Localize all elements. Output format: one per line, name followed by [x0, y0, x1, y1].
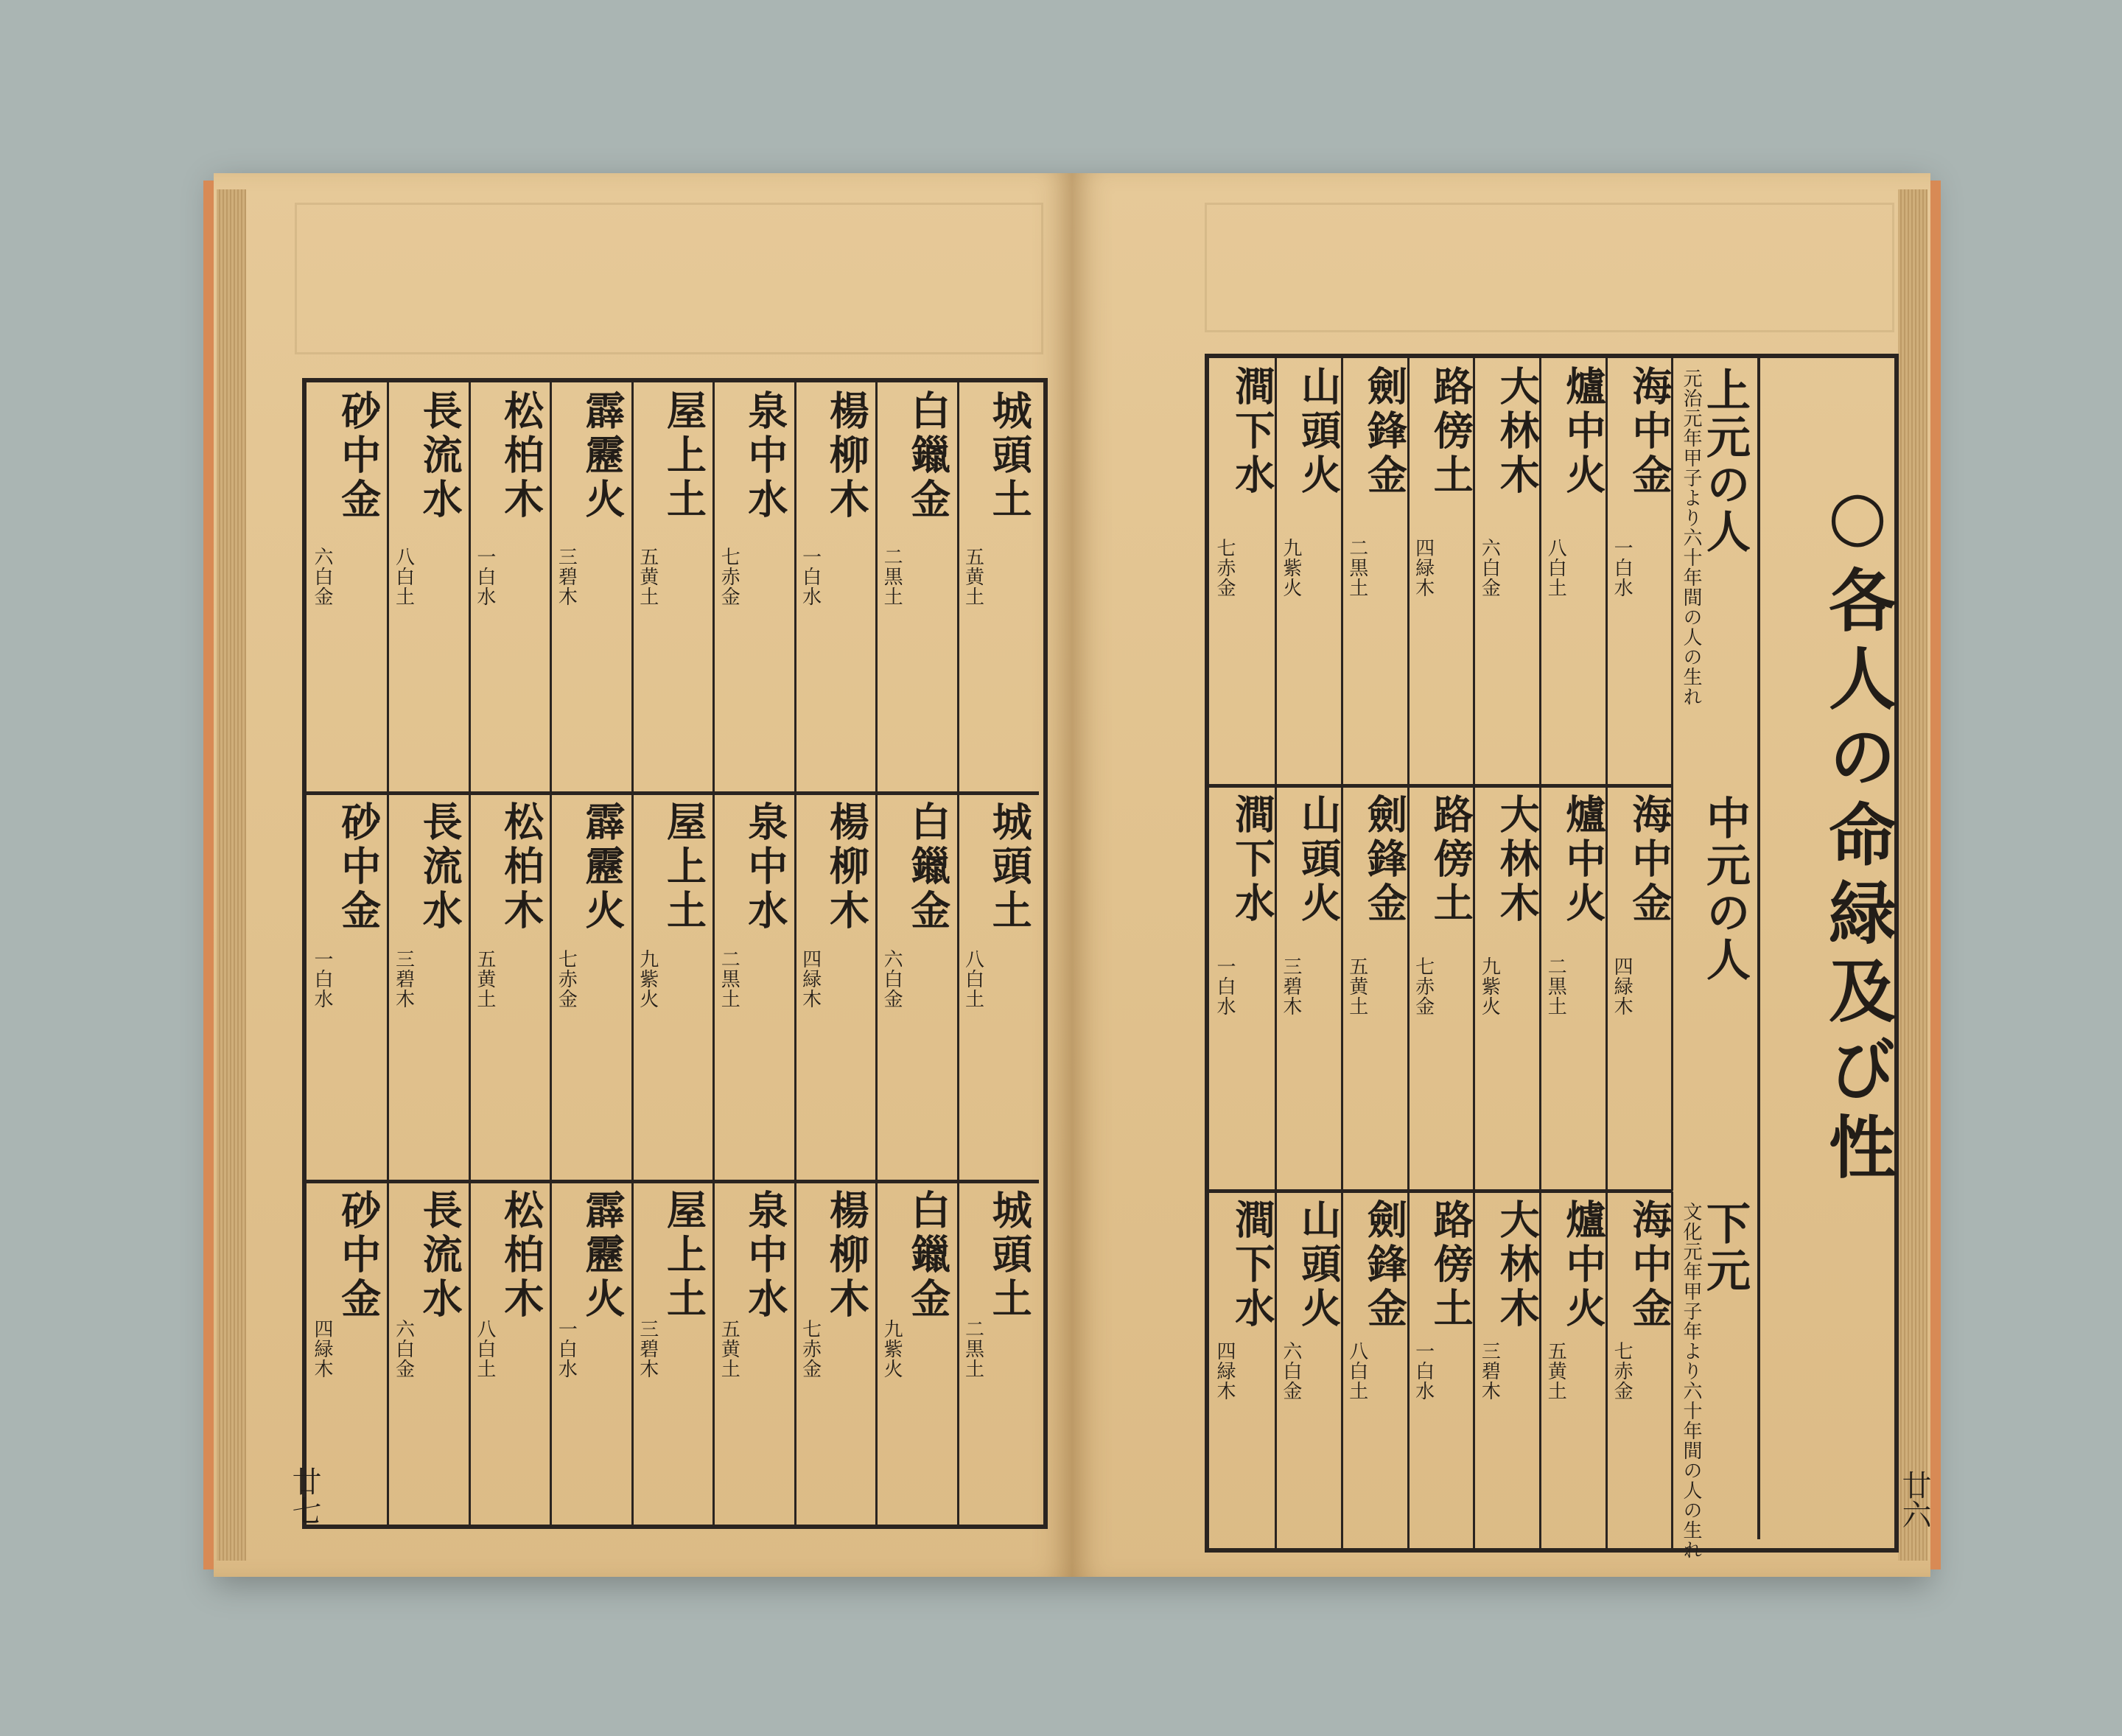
element-name: 城頭土 — [986, 1189, 1034, 1322]
birth-note: 七赤金 — [1412, 956, 1435, 1017]
element-name: 海中金 — [1625, 365, 1673, 498]
element-name: 楊柳木 — [823, 801, 871, 934]
column-divider — [469, 382, 471, 794]
birth-note: 一白水 — [1412, 1340, 1435, 1401]
page-stack-left — [217, 189, 246, 1561]
element-name: 屋上土 — [660, 390, 708, 522]
element-name: 長流水 — [416, 1189, 464, 1322]
birth-note: 六白金 — [311, 547, 333, 607]
element-name: 山頭火 — [1295, 1198, 1342, 1331]
birth-note: 九紫火 — [1478, 956, 1501, 1017]
column-divider — [794, 382, 796, 794]
show-through-frame — [295, 203, 1043, 354]
birth-note: 八白土 — [473, 1319, 496, 1379]
birth-note: 一白水 — [473, 547, 496, 607]
element-name: 大林木 — [1494, 365, 1541, 498]
birth-note: 七赤金 — [1611, 1340, 1633, 1401]
birth-note: 七赤金 — [555, 948, 578, 1009]
row-divider — [307, 791, 1039, 795]
element-name: 砂中金 — [335, 390, 382, 522]
birth-note: 三碧木 — [1478, 1340, 1501, 1401]
element-name: 城頭土 — [986, 801, 1034, 934]
section-heading: 上元の人 — [1699, 367, 1751, 556]
right-page — [1072, 173, 1930, 1577]
element-name: 松柏木 — [497, 1189, 545, 1322]
section-note — [1680, 797, 1705, 1141]
birth-note: 一白水 — [1214, 956, 1236, 1017]
column-divider — [387, 382, 389, 794]
birth-note: 二黒土 — [962, 1319, 984, 1379]
row-divider — [1209, 1189, 1673, 1193]
birth-note: 九紫火 — [1279, 538, 1302, 598]
element-name: 海中金 — [1625, 1198, 1673, 1331]
section-heading: 中元の人 — [1699, 795, 1751, 984]
birth-note: 八白土 — [1345, 1340, 1368, 1401]
show-through-frame — [1205, 203, 1894, 332]
element-name: 爐中火 — [1560, 1198, 1608, 1331]
birth-note: 四緑木 — [799, 948, 822, 1009]
element-name: 長流水 — [416, 801, 464, 934]
birth-note: 八白土 — [392, 547, 415, 607]
birth-note: 六白金 — [392, 1319, 415, 1379]
element-name: 海中金 — [1625, 794, 1673, 927]
element-name: 白鑞金 — [904, 390, 952, 522]
column-divider — [712, 382, 715, 794]
element-name: 泉中水 — [741, 1189, 789, 1322]
birth-note: 九紫火 — [880, 1319, 903, 1379]
element-name: 屋上土 — [660, 801, 708, 934]
row-divider — [307, 1180, 1039, 1183]
section-note: 元治元年甲子より六十年間の人の生れ — [1680, 368, 1702, 707]
birth-note: 二黒土 — [1544, 956, 1567, 1017]
column-divider — [712, 794, 715, 1182]
element-name: 白鑞金 — [904, 1189, 952, 1322]
element-name: 劍鋒金 — [1361, 1198, 1409, 1331]
birth-note: 六白金 — [880, 948, 903, 1009]
birth-note: 七赤金 — [718, 547, 740, 607]
element-name: 松柏木 — [497, 390, 545, 522]
column-divider — [631, 382, 634, 794]
element-name: 澗下水 — [1228, 1198, 1276, 1331]
element-name: 長流水 — [416, 390, 464, 522]
birth-note: 四緑木 — [1214, 1340, 1236, 1401]
column-divider — [631, 794, 634, 1182]
birth-note: 三碧木 — [555, 547, 578, 607]
birth-note: 三碧木 — [392, 948, 415, 1009]
element-name: 大林木 — [1494, 1198, 1541, 1331]
birth-note: 一白水 — [1611, 538, 1633, 598]
element-name: 城頭土 — [986, 390, 1034, 522]
birth-note: 三碧木 — [1279, 956, 1302, 1017]
element-name: 路傍土 — [1427, 1198, 1475, 1331]
left-page — [214, 173, 1072, 1577]
column-divider — [550, 382, 552, 794]
column-divider — [794, 794, 796, 1182]
birth-note: 五黄土 — [962, 547, 984, 607]
section-heading: 下元 — [1699, 1200, 1751, 1295]
element-name: 爐中火 — [1560, 365, 1608, 498]
element-name: 霹靂火 — [579, 390, 627, 522]
column-divider — [875, 1182, 878, 1525]
birth-note: 七赤金 — [1214, 538, 1236, 598]
element-name: 爐中火 — [1560, 794, 1608, 927]
title-divider — [1757, 358, 1760, 1539]
column-divider — [712, 1182, 715, 1525]
birth-note: 五黄土 — [1345, 956, 1368, 1017]
birth-note: 六白金 — [1478, 538, 1501, 598]
birth-note: 九紫火 — [636, 948, 659, 1009]
element-name: 泉中水 — [741, 801, 789, 934]
element-name: 松柏木 — [497, 801, 545, 934]
page-title: ○各人の命緑及び性 — [1818, 475, 1897, 1190]
birth-note: 二黒土 — [718, 948, 740, 1009]
column-divider — [550, 794, 552, 1182]
birth-note: 一白水 — [799, 547, 822, 607]
element-name: 劍鋒金 — [1361, 365, 1409, 498]
element-name: 楊柳木 — [823, 390, 871, 522]
element-name: 山頭火 — [1295, 794, 1342, 927]
column-divider — [469, 794, 471, 1182]
birth-note: 二黒土 — [1345, 538, 1368, 598]
birth-note: 四緑木 — [311, 1319, 333, 1379]
element-name: 大林木 — [1494, 794, 1541, 927]
birth-note: 八白土 — [962, 948, 984, 1009]
element-name: 山頭火 — [1295, 365, 1342, 498]
birth-note: 六白金 — [1279, 1340, 1302, 1401]
element-name: 泉中水 — [741, 390, 789, 522]
column-divider — [631, 1182, 634, 1525]
element-name: 澗下水 — [1228, 365, 1276, 498]
birth-note: 五黄土 — [636, 547, 659, 607]
element-name: 屋上土 — [660, 1189, 708, 1322]
element-name: 劍鋒金 — [1361, 794, 1409, 927]
birth-note: 一白水 — [555, 1319, 578, 1379]
column-divider — [957, 794, 959, 1182]
birth-note: 五黄土 — [1544, 1340, 1567, 1401]
element-name: 砂中金 — [335, 801, 382, 934]
open-book — [214, 173, 1930, 1577]
column-divider — [957, 1182, 959, 1525]
birth-note: 八白土 — [1544, 538, 1567, 598]
element-name: 路傍土 — [1427, 794, 1475, 927]
birth-note: 一白水 — [311, 948, 333, 1009]
birth-note: 四緑木 — [1611, 956, 1633, 1017]
column-divider — [469, 1182, 471, 1525]
column-divider — [387, 1182, 389, 1525]
birth-note: 五黄土 — [718, 1319, 740, 1379]
birth-note: 五黄土 — [473, 948, 496, 1009]
birth-note: 三碧木 — [636, 1319, 659, 1379]
column-divider — [957, 382, 959, 794]
row-divider — [1209, 784, 1673, 788]
birth-note: 七赤金 — [799, 1319, 822, 1379]
right-page-number: 廿六 — [1897, 1470, 1931, 1529]
column-divider — [387, 794, 389, 1182]
column-divider — [794, 1182, 796, 1525]
element-name: 霹靂火 — [579, 801, 627, 934]
column-divider — [875, 794, 878, 1182]
birth-note: 二黒土 — [880, 547, 903, 607]
element-name: 澗下水 — [1228, 794, 1276, 927]
element-name: 霹靂火 — [579, 1189, 627, 1322]
left-page-number: 廿七 — [287, 1466, 321, 1525]
element-name: 砂中金 — [335, 1189, 382, 1322]
birth-note: 四緑木 — [1412, 538, 1435, 598]
section-note: 文化元年甲子年より六十年間の人の生れ — [1680, 1201, 1702, 1560]
element-name: 路傍土 — [1427, 365, 1475, 498]
column-divider — [875, 382, 878, 794]
element-name: 白鑞金 — [904, 801, 952, 934]
column-divider — [550, 1182, 552, 1525]
element-name: 楊柳木 — [823, 1189, 871, 1322]
